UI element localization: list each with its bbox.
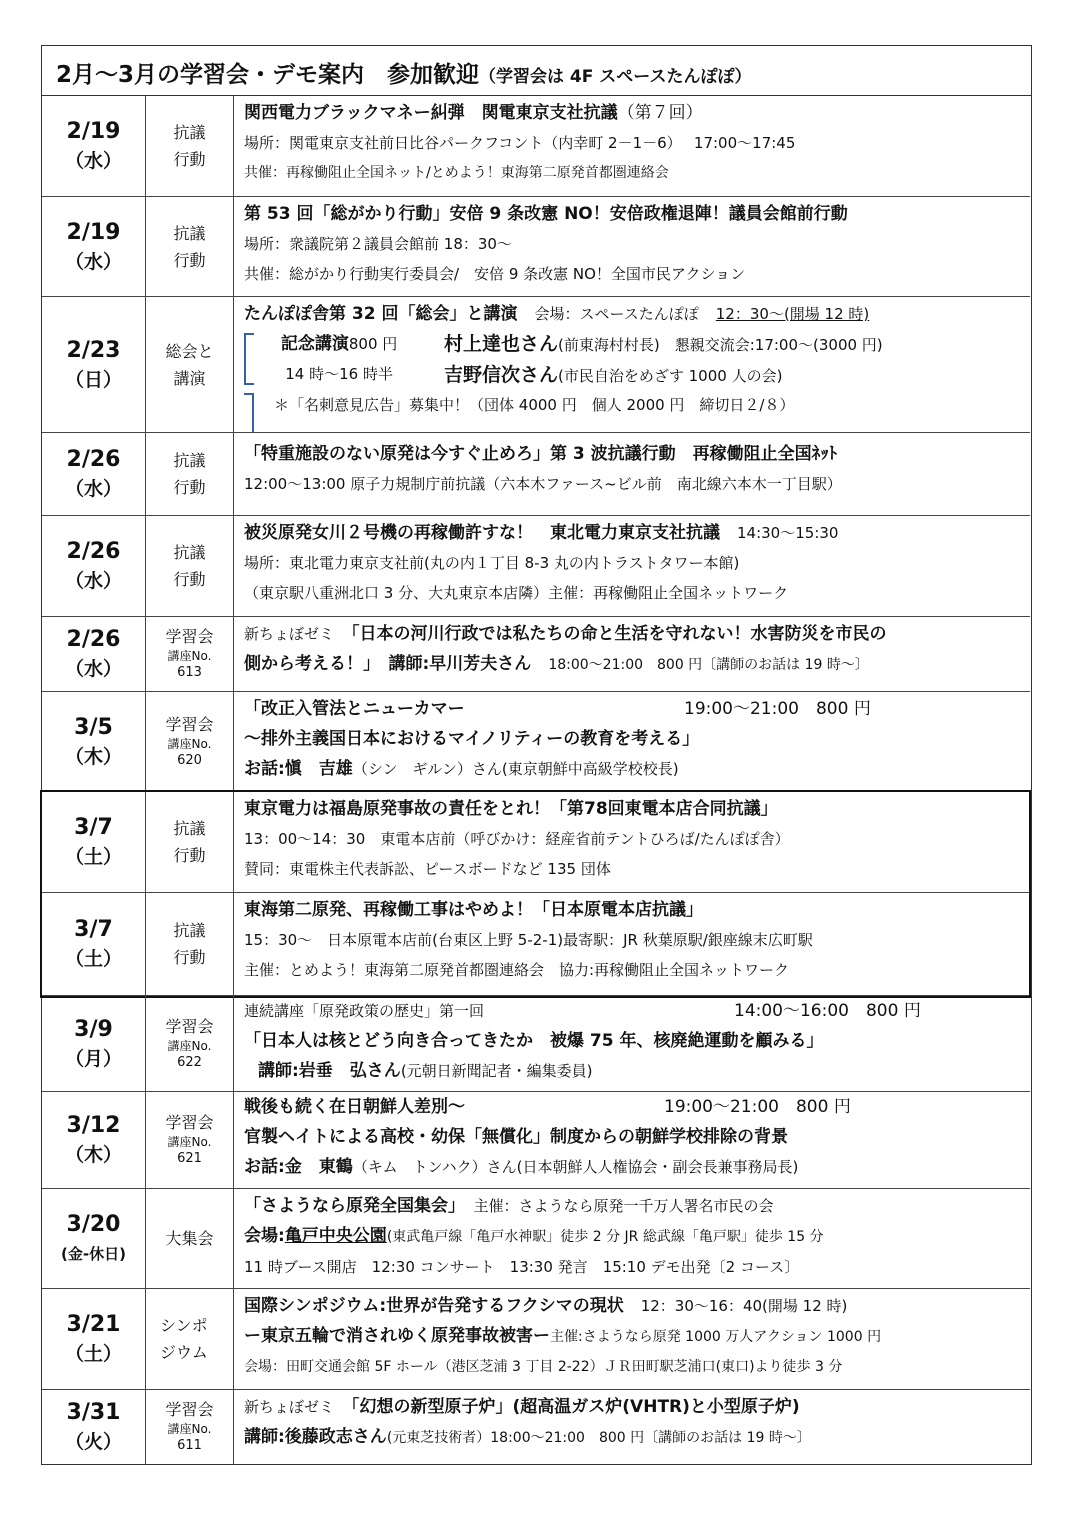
event-row-14 bbox=[42, 1390, 1030, 1464]
event-note: （第７回） bbox=[617, 103, 703, 123]
speaker-note: (元朝日新聞記者・編集委員) bbox=[400, 1062, 593, 1080]
type-line: 総会と bbox=[165, 341, 214, 361]
event-type bbox=[146, 792, 234, 892]
course-label: 講座No. bbox=[167, 1422, 212, 1436]
event-title: 関西電力ブラックマネー糾弾 関電東京支社抗議 bbox=[244, 103, 618, 123]
date-dow: （水） bbox=[64, 570, 122, 592]
event-content bbox=[234, 996, 1030, 1091]
type-line: 抗議 bbox=[173, 223, 206, 243]
course-number: 621 bbox=[177, 1151, 202, 1166]
event-place: 場所：関電東京支社前日比谷パークフコント（内幸町 2－1－6） 17:00～17:45 bbox=[244, 134, 796, 152]
event-row-1 bbox=[42, 96, 1030, 197]
event-title: たんぽぽ舎第 32 回「総会」と講演 bbox=[244, 304, 518, 324]
event-time: 12：30～16：40(開場 12 時) bbox=[640, 1297, 848, 1315]
event-row-8 bbox=[42, 792, 1030, 893]
date-dow: （水） bbox=[64, 658, 122, 680]
date-dow: (金-休日) bbox=[61, 1244, 126, 1263]
event-title: 国際シンポジウム:世界が告発するフクシマの現状 bbox=[244, 1296, 624, 1316]
page-title bbox=[42, 46, 1031, 96]
date-dow: （水） bbox=[64, 250, 122, 273]
event-place: 15：30～ 日本原電本店前(台東区上野 5-2-1)最寄駅：JR 秋葉原駅/銀座線末広町駅 bbox=[244, 931, 813, 949]
event-content bbox=[234, 617, 1030, 691]
speaker-note: (市民自治をめざす 1000 人の会) bbox=[558, 367, 783, 385]
event-title: 「改正入管法とニューカマー bbox=[244, 699, 465, 719]
venue-name: 亀戸中央公園 bbox=[284, 1226, 387, 1246]
event-time: 14:30～15:30 bbox=[737, 524, 839, 542]
event-type bbox=[146, 297, 234, 432]
event-place: 12:00～13:00 原子力規制庁前抗議（六本木ファース~ビル前 南北線六本木一丁目駅） bbox=[244, 475, 842, 493]
event-date bbox=[42, 1390, 146, 1464]
lecture-info bbox=[244, 329, 434, 432]
event-date bbox=[42, 96, 146, 196]
event-title: 「特重施設のない原発は今すぐ止めろ」第 3 波抗議行動 再稼働阻止全国ﾈｯﾄ bbox=[244, 444, 838, 464]
lecture-box bbox=[259, 329, 419, 389]
type-line: 学習会 bbox=[165, 1016, 214, 1036]
course-number: 611 bbox=[177, 1438, 202, 1453]
type-line: 行動 bbox=[173, 478, 206, 497]
event-date bbox=[42, 197, 146, 296]
date-dow: （水） bbox=[64, 478, 122, 500]
event-row-6 bbox=[42, 617, 1030, 692]
speaker-name: お話:金 東鶴 bbox=[244, 1157, 353, 1177]
event-title: 戦後も続く在日朝鮮人差別～ bbox=[244, 1097, 465, 1117]
event-date bbox=[42, 516, 146, 616]
lecture-label: 記念講演 bbox=[280, 334, 349, 354]
course-label: 講座No. bbox=[167, 736, 212, 751]
date-md: 3/7 bbox=[74, 917, 113, 942]
type-line: 行動 bbox=[173, 948, 206, 967]
course-number: 613 bbox=[177, 665, 202, 680]
event-content bbox=[234, 516, 1030, 616]
event-place: 会場：田町交通会館 5F ホール（港区芝浦 3 丁目 2-22）ＪＲ田町駅芝浦口(東口)より徒歩 3 分 bbox=[244, 1359, 843, 1375]
event-place: 13：00～14：30 東電本店前（呼びかけ：経産省前テントひろば/たんぽぽ舎） bbox=[244, 830, 790, 848]
event-type bbox=[146, 1189, 234, 1288]
left-bracket bbox=[244, 333, 254, 385]
event-type bbox=[146, 197, 234, 296]
type-line: 大集会 bbox=[165, 1229, 214, 1248]
event-time: 14:00～16:00 800 円 bbox=[734, 1001, 921, 1021]
event-type bbox=[146, 617, 234, 691]
series-name: 新ちょぼゼミ bbox=[244, 625, 335, 643]
event-row-13 bbox=[42, 1289, 1030, 1390]
event-time: 19:00～21:00 800 円 bbox=[684, 699, 871, 719]
type-line: 講演 bbox=[173, 368, 206, 388]
date-dow: （木） bbox=[64, 745, 122, 768]
event-type bbox=[146, 1092, 234, 1188]
event-place: 場所：衆議院第２議員会館前 18：30～ bbox=[244, 235, 512, 253]
date-dow: （土） bbox=[64, 948, 122, 970]
event-title: 東京電力は福島原発事故の責任をとれ！「第78回東電本店合同抗議」 bbox=[244, 799, 778, 819]
date-md: 2/19 bbox=[66, 219, 121, 245]
type-line: 行動 bbox=[173, 250, 206, 270]
speaker-name: お話:愼 吉雄 bbox=[244, 759, 353, 779]
event-subtitle: ～排外主義国日本におけるマイノリティーの教育を考える」 bbox=[244, 729, 700, 749]
event-row-5 bbox=[42, 516, 1030, 617]
date-dow: （土） bbox=[64, 846, 122, 868]
date-md: 3/5 bbox=[74, 714, 113, 740]
event-content bbox=[234, 96, 1030, 196]
course-number: 620 bbox=[177, 752, 202, 768]
title-main: 2月～3月の学習会・デモ案内 参加歓迎 bbox=[56, 62, 480, 88]
event-note: ＊「名刺意見広告」募集中！（団体 4000 円 個人 2000 円 締切日２/８） bbox=[274, 396, 795, 414]
date-md: 3/9 bbox=[74, 1016, 113, 1042]
date-md: 3/21 bbox=[66, 1312, 121, 1337]
event-type bbox=[146, 893, 234, 995]
event-content bbox=[234, 197, 1030, 296]
event-row-11 bbox=[42, 1092, 1030, 1189]
date-md: 2/23 bbox=[66, 337, 121, 363]
event-place: 会場：スペースたんぽぽ bbox=[534, 305, 699, 323]
date-md: 3/31 bbox=[66, 1400, 121, 1425]
event-date bbox=[42, 792, 146, 892]
event-content bbox=[234, 692, 1030, 791]
event-title: 「日本の河川行政では私たちの命と生活を守れない！水害防災を市民の bbox=[351, 624, 887, 644]
date-md: 3/20 bbox=[66, 1211, 121, 1237]
right-bracket bbox=[244, 393, 254, 432]
type-line: 学習会 bbox=[165, 1113, 214, 1132]
event-content bbox=[234, 792, 1030, 892]
type-line: 学習会 bbox=[165, 714, 214, 734]
event-type bbox=[146, 692, 234, 791]
event-row-12 bbox=[42, 1189, 1030, 1289]
event-type bbox=[146, 96, 234, 196]
event-title: 「日本人は核とどう向き合ってきたか 被爆 75 年、核廃絶運動を顧みる」 bbox=[244, 1031, 824, 1051]
event-supporters: 賛同：東電株主代表訴訟、ピースボードなど 135 団体 bbox=[244, 860, 611, 878]
date-md: 2/26 bbox=[66, 627, 121, 652]
event-content bbox=[234, 1092, 1030, 1188]
event-row-2 bbox=[42, 197, 1030, 297]
event-organizer: 主催：とめよう！東海第二原発首都圏連絡会 協力:再稼働阻止全国ネットワーク bbox=[244, 961, 790, 979]
event-title: 「幻想の新型原子炉」(超高温ガス炉(VHTR)と小型原子炉) bbox=[351, 1397, 800, 1417]
event-organizer: 主催：さようなら原発一千万人署名市民の会 bbox=[473, 1197, 774, 1215]
event-row-3 bbox=[42, 297, 1030, 433]
event-date bbox=[42, 893, 146, 995]
event-content bbox=[234, 297, 1030, 432]
type-line: 行動 bbox=[173, 570, 206, 589]
event-type bbox=[146, 516, 234, 616]
type-line: 行動 bbox=[173, 150, 206, 169]
date-md: 3/12 bbox=[66, 1113, 121, 1138]
event-content bbox=[234, 433, 1030, 515]
date-md: 2/26 bbox=[66, 539, 121, 564]
event-type bbox=[146, 1289, 234, 1389]
type-line: 抗議 bbox=[173, 819, 206, 838]
event-row-10 bbox=[42, 996, 1030, 1092]
course-label: 講座No. bbox=[167, 649, 212, 663]
course-label: 講座No. bbox=[167, 1038, 212, 1053]
date-md: 2/19 bbox=[66, 119, 121, 144]
event-type bbox=[146, 996, 234, 1091]
event-content bbox=[234, 893, 1030, 995]
event-title-cont: 側から考える！」 講師:早川芳夫さん bbox=[244, 654, 532, 674]
event-place: 場所：東北電力東京支社前(丸の内１丁目 8-3 丸の内トラストタワー本館) bbox=[244, 554, 740, 572]
event-date bbox=[42, 1289, 146, 1389]
event-title: 被災原発女川２号機の再稼働許すな！ 東北電力東京支社抗議 bbox=[244, 523, 720, 543]
date-dow: （日） bbox=[64, 368, 122, 391]
speaker-note: （シン ギルン）さん(東京朝鮮中高級学校校長) bbox=[352, 760, 679, 778]
event-title: 東海第二原発、再稼働工事はやめよ！「日本原電本店抗議」 bbox=[244, 900, 703, 920]
event-date bbox=[42, 1092, 146, 1188]
event-date bbox=[42, 1189, 146, 1288]
date-dow: （火） bbox=[64, 1431, 122, 1453]
event-date bbox=[42, 297, 146, 432]
events-table bbox=[41, 45, 1032, 1465]
speaker-name: 講師:後藤政志さん bbox=[244, 1427, 387, 1447]
event-row-4 bbox=[42, 433, 1030, 516]
event-organizer: 共催：再稼働阻止全国ネット/とめよう！東海第二原発首都圏連絡会 bbox=[244, 165, 669, 181]
date-md: 2/26 bbox=[66, 447, 121, 472]
type-line: 抗議 bbox=[173, 543, 206, 562]
type-line: 学習会 bbox=[165, 1400, 214, 1419]
speaker-note: （キム トンハク）さん(日本朝鮮人人権協会・副会長兼事務局長) bbox=[352, 1158, 799, 1176]
event-date bbox=[42, 617, 146, 691]
type-line: 行動 bbox=[173, 846, 206, 865]
event-date bbox=[42, 433, 146, 515]
event-organizer: 主催:さようなら原発 1000 万人アクション 1000 円 bbox=[550, 1329, 882, 1345]
lecture-price: 800 円 bbox=[348, 335, 398, 353]
event-program: 11 時ブース開店 12:30 コンサート 13:30 発言 15:10 デモ出発〔2 コース〕 bbox=[244, 1258, 800, 1276]
event-row-9 bbox=[42, 893, 1030, 996]
course-number: 622 bbox=[177, 1054, 202, 1070]
event-time: 19:00～21:00 800 円 bbox=[664, 1097, 851, 1117]
speakers bbox=[444, 329, 883, 391]
event-type bbox=[146, 1390, 234, 1464]
event-organizer: 共催：総がかり行動実行委員会/ 安倍 9 条改憲 NO！全国市民アクション bbox=[244, 265, 746, 283]
date-dow: （月） bbox=[64, 1047, 122, 1070]
type-line: ジウム bbox=[160, 1343, 208, 1362]
event-content bbox=[234, 1289, 1030, 1389]
type-line: 抗議 bbox=[173, 921, 206, 940]
event-subtitle: ー東京五輪で消されゆく原発事故被害ー bbox=[244, 1326, 550, 1346]
venue-label: 会場: bbox=[244, 1226, 285, 1246]
event-date bbox=[42, 692, 146, 791]
event-time: 12：30～(開場 12 時) bbox=[715, 305, 870, 323]
lecture-block bbox=[244, 329, 1022, 391]
event-title: 「さようなら原発全国集会」 bbox=[244, 1196, 457, 1216]
event-date bbox=[42, 996, 146, 1091]
event-content bbox=[234, 1189, 1030, 1288]
speaker-name: 吉野信次さん bbox=[444, 364, 559, 386]
date-dow: （木） bbox=[64, 1144, 122, 1166]
type-line: 学習会 bbox=[165, 627, 214, 646]
speaker-name: 講師:岩垂 弘さん bbox=[258, 1061, 401, 1081]
type-line: 抗議 bbox=[173, 123, 206, 142]
date-dow: （水） bbox=[64, 150, 122, 172]
event-row-7 bbox=[42, 692, 1030, 792]
title-sub: （学習会は 4F スペースたんぽぽ） bbox=[479, 67, 752, 87]
date-md: 3/7 bbox=[74, 815, 113, 840]
lecture-time: 14 時～16 時半 bbox=[285, 365, 393, 383]
course-label: 講座No. bbox=[167, 1135, 212, 1149]
event-organizer: （東京駅八重洲北口 3 分、大丸東京本店隣）主催：再稼働阻止全国ネットワーク bbox=[244, 584, 789, 602]
type-line: シンポ bbox=[160, 1316, 208, 1335]
event-time: 18:00～21:00 800 円〔講師のお話は 19 時～〕 bbox=[548, 657, 869, 673]
speaker-name: 村上達也さん bbox=[444, 333, 559, 355]
series-name: 新ちょぼゼミ bbox=[244, 1398, 335, 1416]
speaker-note: (前東海村村長) 懇親交流会:17:00～(3000 円) bbox=[558, 336, 883, 354]
venue-access: (東武亀戸線「亀戸水神駅」徒歩 2 分 JR 総武線「亀戸駅」徒歩 15 分 bbox=[386, 1229, 824, 1245]
series-name: 連続講座「原発政策の歴史」第一回 bbox=[244, 1002, 485, 1020]
event-subtitle: 官製ヘイトによる高校・幼保「無償化」制度からの朝鮮学校排除の背景 bbox=[244, 1127, 788, 1147]
speaker-note: (元東芝技術者）18:00～21:00 800 円〔講師のお話は 19 時～〕 bbox=[386, 1430, 811, 1446]
date-dow: （土） bbox=[64, 1343, 122, 1365]
event-title: 第 53 回「総がかり行動」安倍 9 条改憲 NO！安倍政権退陣！議員会館前行動 bbox=[244, 204, 848, 224]
event-content bbox=[234, 1390, 1030, 1464]
event-type bbox=[146, 433, 234, 515]
type-line: 抗議 bbox=[173, 451, 206, 470]
